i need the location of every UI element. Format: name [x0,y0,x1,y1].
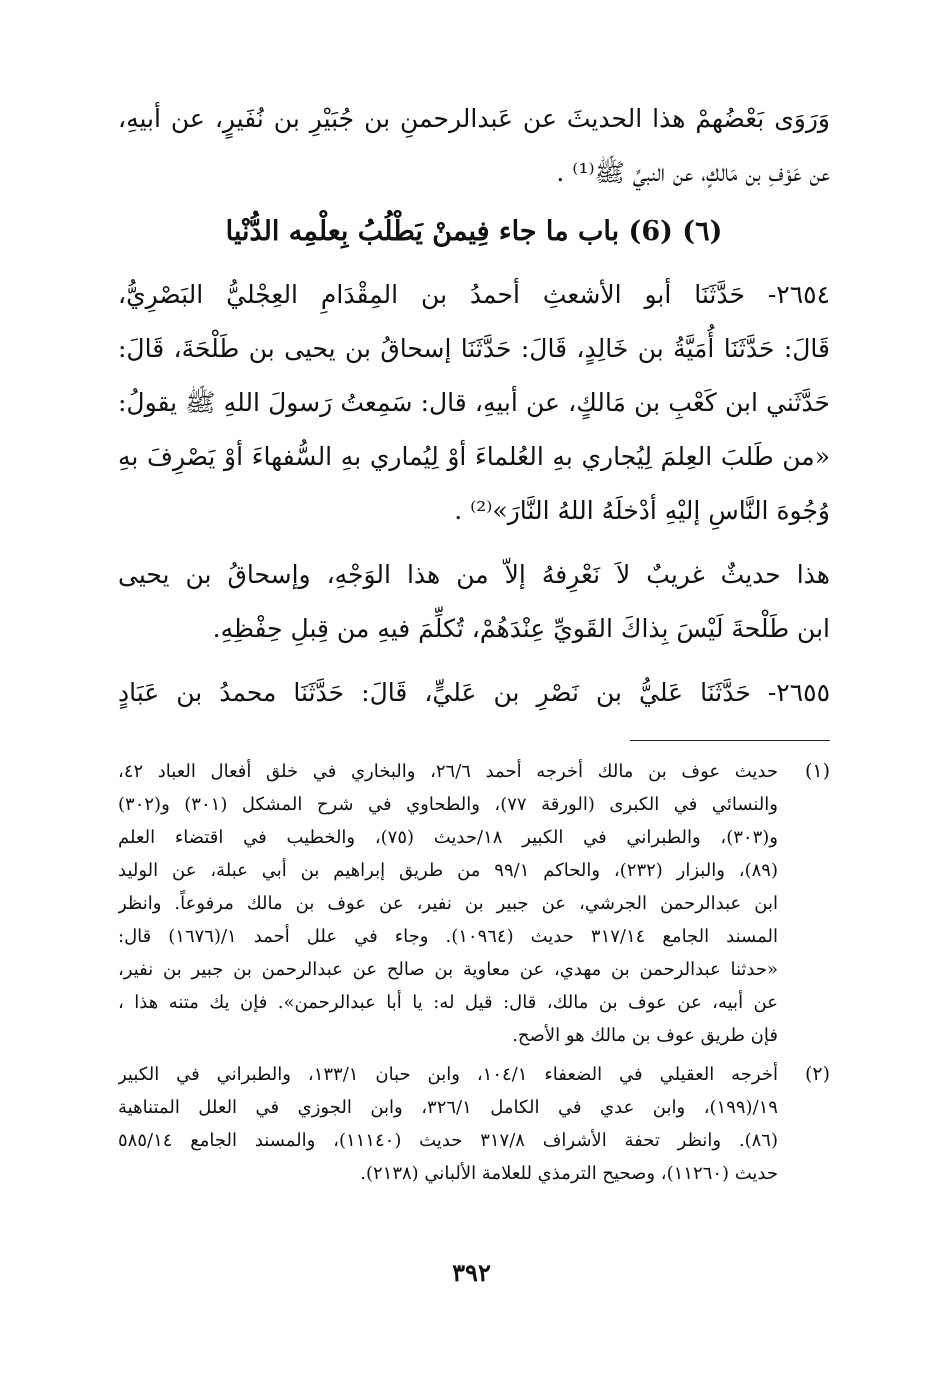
page-number: ٣٩٢ [452,1258,491,1287]
footnote-2 [118,1058,830,1190]
footnote-line: «حدثنا عبدالرحمن بن مهدي، عن معاوية بن صالح عن عبدالرحمن بن جبير بن نفير، [118,959,778,980]
footnote-divider [630,740,830,741]
footnote-line: ١٩/(١٩٩)، وابن عدي في الكامل ٣٢٦/١، وابن الجوزي في العلل المتناهية [118,1097,778,1118]
footnote-line: (٨٩)، والبزار (٢٣٢)، والحاكم ٩٩/١ من طريق إبراهيم بن أبي عبلة، عن الوليد [118,860,778,881]
hadith-2655 [118,666,830,720]
spacer [118,656,830,666]
footnote-line: والنسائي في الكبرى (الورقة ٧٧)، والطحاوي في شرح المشكل (٣٠١) و(٣٠٢) [118,794,778,815]
footnote-line: (٨٦). وانظر تحفة الأشراف ٣١٧/٨ حديث (١١١٤٠)، والمسند الجامع ٥٨٥/١٤ [118,1130,778,1151]
commentary-paragraph [118,548,830,656]
text-line: عن عَوْفِ بن مَالكٍ، عن النبيِّ ﷺ⁽¹⁾ . [556,158,830,187]
footnote-line: حديث عوف بن مالك أخرجه أحمد ٢٦/٦، والبخاري في خلق أفعال العباد ٤٢، [118,761,778,782]
footnote-line: حديث (١١٢٦٠)، وصحيح الترمذي للعلامة الألباني (٢١٣٨). [360,1163,778,1184]
footnote-line: فإن طريق عوف بن مالك هو الأصح. [512,1025,778,1046]
book-page [118,92,830,1312]
footnote-line: و(٣٠٣)، والطبراني في الكبير ١٨/حديث (٧٥)، والخطيب في اقتضاء العلم [118,827,778,848]
text-line: ابن طَلْحةَ لَيْسَ بِذاكَ القَويِّ عِنْدَهُمْ، تُكلِّمَ فيهِ من قِبلِ حِفْظِهِ. [212,614,830,643]
footnote-number: (٢) [804,1063,830,1085]
text-line: وَرَوَى بَعْضُهمْ هذا الحديثَ عن عَبدالرحمنِ بن جُبَيْرِ بن نُفَيرٍ، عن أبيهِ، [118,104,830,133]
footnote-line: أخرجه العقيلي في الضعفاء ١٠٤/١، وابن حبان ١٣٣/١، والطبراني في الكبير [118,1064,778,1085]
text-line: «من طَلبَ العِلمَ لِيُجاري بهِ العُلماءَ أوْ لِيُماري بهِ السُّفهاءَ أوْ يَصْرِفَ بهِ [118,442,830,471]
text-line: قَالَ: حَدَّثَنَا أُمَيَّةُ بن خَالِدٍ، قَالَ: حَدَّثَنَا إسحاقُ بن يحيى بن طَلْحَةَ، قَالَ: [118,334,830,363]
spacer [118,538,830,548]
text-line: ٢٦٥٤- حَدَّثَنَا أبو الأشعثِ أحمدُ بن المِقْدَامِ العِجْليُّ البَصْرِيُّ، [118,280,830,309]
hadith-2654 [118,268,830,538]
paragraph-narration [118,92,830,200]
footnote-1 [118,755,830,1052]
footnote-line: المسند الجامع ٣١٧/١٤ حديث (١٠٩٦٤). وجاء في علل أحمد ١/(١٦٧٦) قال: [118,926,778,947]
text-line: ٢٦٥٥- حَدَّثَنَا عَليُّ بن نَصْرِ بن عَليٍّ، قَالَ: حَدَّثَنَا محمدُ بن عَبَادٍ [118,678,830,707]
footnote-body [118,1058,778,1190]
footnote-number: (١) [804,760,830,782]
text-line: هذا حديثٌ غريبٌ لاَ نَعْرِفهُ إلاّ من هذا الوَجْهِ، وإسحاقُ بن يحيى [118,560,830,589]
footnote-line: ابن عبدالرحمن الجرشي، عن جبير بن نفير، عن عوف بن مالك مرفوعاً. وانظر [118,893,778,914]
chapter-heading: (٦) (6) باب ما جاء فِيمنْ يَطْلُبُ بِعلْمِه الدُّنْيا [225,216,723,247]
footnote-line: عن أبيه، عن عوف بن مالك، قال: قيل له: يا أبا عبدالرحمن». فإن يك متنه هذا ، [118,992,778,1013]
text-line: حَدَّثَني ابن كَعْبِ بن مَالكٍ، عن أبيهِ، قال: سَمِعتُ رَسولَ اللهِ ﷺ يقولُ: [118,388,830,417]
text-line: وُجُوهَ النَّاسِ إليْهِ أدْخلَهُ اللهُ النَّارَ»⁽²⁾ . [454,496,830,525]
footnote-body [118,755,778,1052]
